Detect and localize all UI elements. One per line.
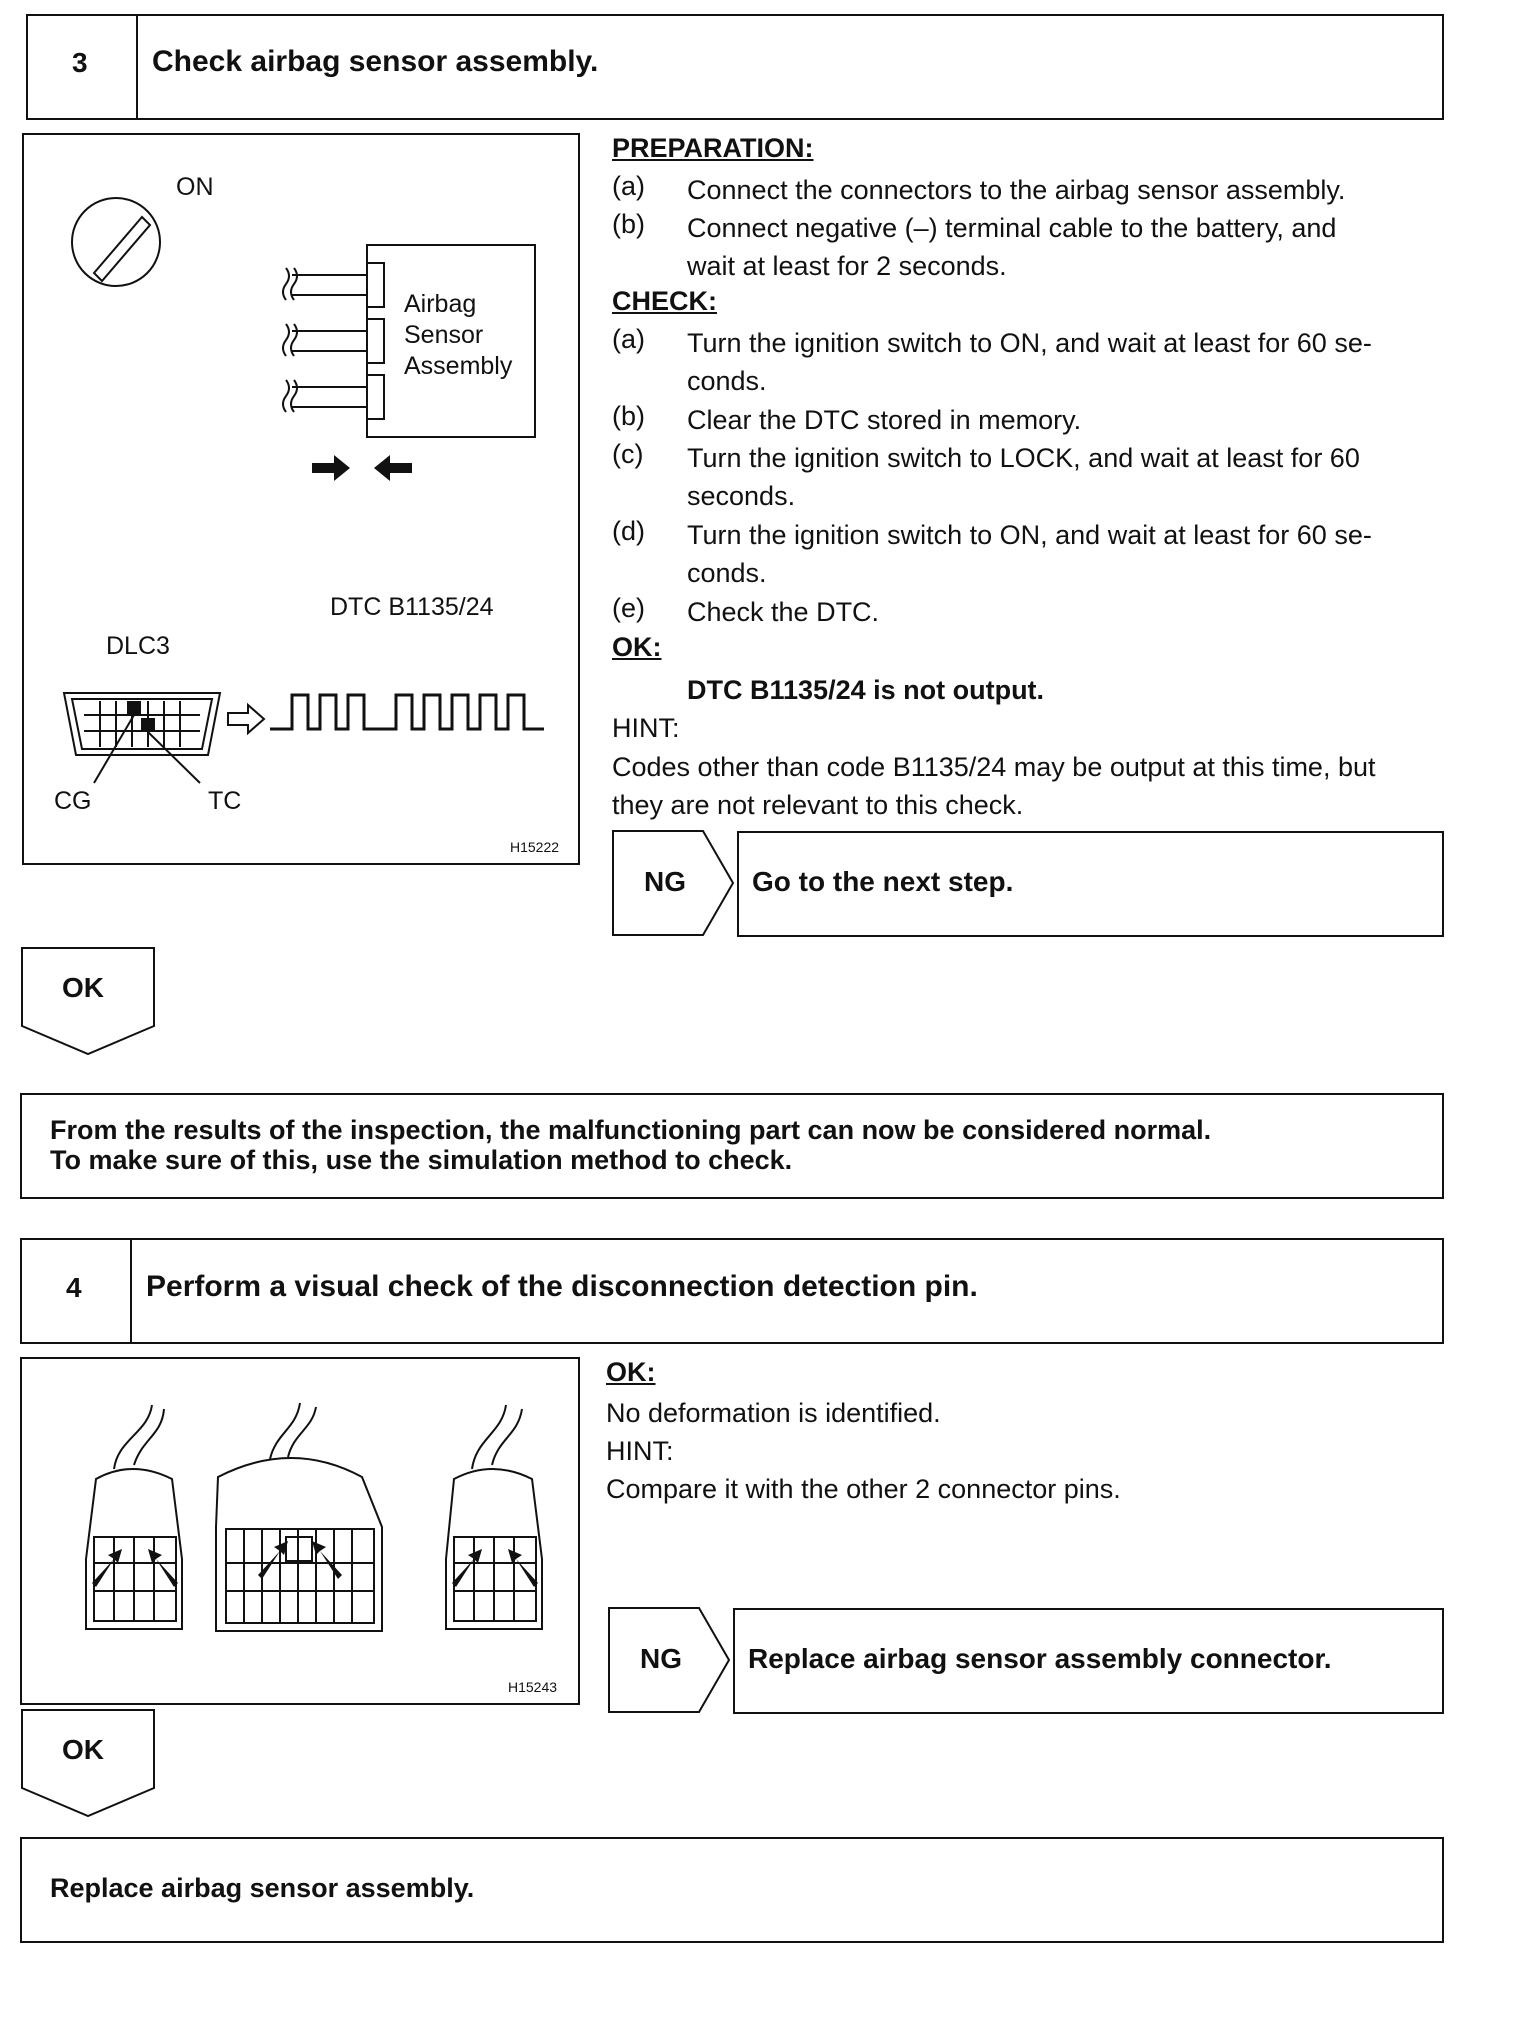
hint-heading-step4: HINT: xyxy=(606,1436,674,1466)
check-a-text-1: Turn the ignition switch to ON, and wait at least for 60 se- xyxy=(687,328,1372,358)
prep-b-text-2: wait at least for 2 seconds. xyxy=(687,251,1007,281)
preparation-heading: PREPARATION: xyxy=(612,133,814,163)
tc-label: TC xyxy=(208,787,242,815)
diagram-code: H15222 xyxy=(510,839,560,855)
ok-heading-step4: OK: xyxy=(606,1357,656,1387)
ok-text-step4: No deformation is identified. xyxy=(606,1398,941,1428)
diagram-code-step4: H15243 xyxy=(508,1679,558,1695)
result-line-2: To make sure of this, use the simulation method to check. xyxy=(50,1145,793,1175)
hint-text-2: they are not relevant to this check. xyxy=(612,790,1024,820)
ignition-on-label: ON xyxy=(176,173,214,201)
sensor-label-line3: Assembly xyxy=(404,352,513,380)
hint-heading: HINT: xyxy=(612,713,680,743)
step3-title: Check airbag sensor assembly. xyxy=(152,45,599,78)
check-c-text-1: Turn the ignition switch to LOCK, and wait at least for 60 xyxy=(687,443,1360,473)
check-heading: CHECK: xyxy=(612,286,717,316)
hint-text-step4: Compare it with the other 2 connector pins. xyxy=(606,1474,1121,1504)
check-a-text-2: conds. xyxy=(687,366,767,396)
check-b-text-1: Clear the DTC stored in memory. xyxy=(687,405,1082,435)
step3-diagram xyxy=(22,133,580,865)
check-b-label: (b) xyxy=(612,401,645,431)
dtc-label: DTC B1135/24 xyxy=(330,593,494,621)
output-arrow-icon xyxy=(228,705,264,733)
prep-a-text: Connect the connectors to the airbag sensor assembly. xyxy=(687,175,1346,205)
ng-action-step3: Go to the next step. xyxy=(752,866,1014,897)
result-line-1: From the results of the inspection, the malfunctioning part can now be considered normal. xyxy=(50,1115,1212,1145)
ok-label-step3: OK xyxy=(62,972,104,1003)
ok-label-step4: OK xyxy=(62,1734,104,1765)
hint-text-1: Codes other than code B1135/24 may be output at this time, but xyxy=(612,752,1376,782)
dlc3-label: DLC3 xyxy=(106,632,170,660)
check-c-label: (c) xyxy=(612,439,644,469)
dtc-waveform xyxy=(270,695,544,729)
connector-pins-illustration xyxy=(22,1359,578,1703)
step3-header-divider xyxy=(136,14,138,120)
step4-diagram xyxy=(20,1357,580,1705)
prep-b-label: (b) xyxy=(612,209,645,239)
check-d-label: (d) xyxy=(612,516,645,546)
connector-wires xyxy=(283,268,367,412)
ng-action-step4: Replace airbag sensor assembly connector. xyxy=(748,1643,1332,1674)
check-e-text-1: Check the DTC. xyxy=(687,597,880,627)
check-d-text-1: Turn the ignition switch to ON, and wait at least for 60 se- xyxy=(687,520,1372,550)
check-c-text-2: seconds. xyxy=(687,481,796,511)
ng-label-step4: NG xyxy=(640,1643,682,1674)
tc-terminal xyxy=(141,718,155,732)
check-d-text-2: conds. xyxy=(687,558,767,588)
ok-heading: OK: xyxy=(612,632,662,662)
ignition-key-icon xyxy=(72,198,160,286)
step4-title: Perform a visual check of the disconnection detection pin. xyxy=(146,1270,978,1303)
step3-diagram-art xyxy=(24,135,578,863)
final-text: Replace airbag sensor assembly. xyxy=(50,1873,475,1903)
step4-header-divider xyxy=(130,1238,132,1344)
sensor-label-line2: Sensor xyxy=(404,321,484,349)
step3-number: 3 xyxy=(72,47,88,78)
check-a-label: (a) xyxy=(612,324,645,354)
step4-number: 4 xyxy=(66,1272,82,1303)
ng-label-step3: NG xyxy=(644,866,686,897)
connect-arrows-icon xyxy=(312,455,412,481)
cg-label: CG xyxy=(54,787,92,815)
sensor-label-line1: Airbag xyxy=(404,290,477,318)
prep-a-label: (a) xyxy=(612,171,645,201)
check-e-label: (e) xyxy=(612,593,645,623)
connector-plugs xyxy=(367,263,384,419)
cg-terminal xyxy=(127,701,141,715)
ok-text: DTC B1135/24 is not output. xyxy=(687,675,1045,705)
prep-b-text-1: Connect negative (–) terminal cable to the battery, and xyxy=(687,213,1337,243)
